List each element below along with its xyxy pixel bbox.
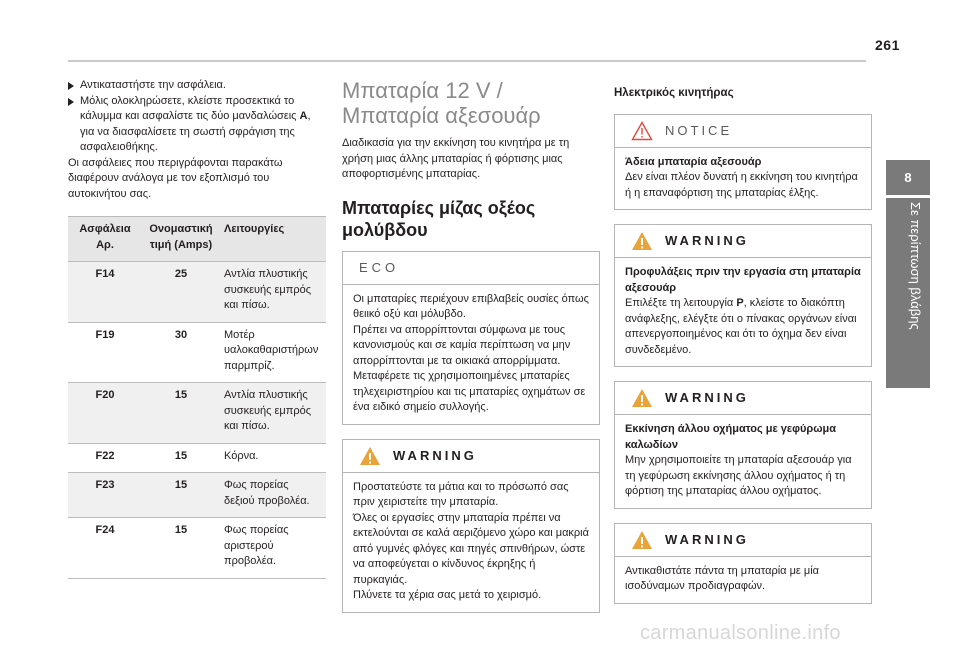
- warning-title: Προφυλάξεις πριν την εργασία στη μπαταρία αξεσουάρ: [625, 266, 861, 294]
- table-row: [68, 443, 326, 473]
- warning-triangle-icon: [631, 231, 653, 251]
- table-row: [68, 383, 326, 444]
- column-3: [614, 78, 872, 616]
- eco-box: [342, 251, 600, 425]
- warning-triangle-icon: [631, 530, 653, 550]
- warning-box: [342, 439, 600, 613]
- warning-body: [615, 557, 871, 603]
- warning-body: [615, 258, 871, 366]
- warning-text: Προστατεύστε τα μάτια και το πρόσωπό σας πριν χειριστείτε την μπαταρία.: [353, 480, 569, 508]
- warning-triangle-icon: [631, 388, 653, 408]
- column-1: [68, 78, 326, 579]
- warning-box: [614, 523, 872, 604]
- cell-function: Μοτέρ υαλοκαθαριστήρων παρμπρίζ.: [220, 322, 326, 383]
- eco-body: [343, 285, 599, 424]
- cell-function: Αντλία πλυστικής συσκευής εμπρός και πίσω.: [220, 383, 326, 444]
- top-rule: [68, 60, 866, 62]
- warning-header: [615, 524, 871, 557]
- notice-triangle-icon: [631, 121, 653, 141]
- section-intro: Διαδικασία για την εκκίνηση του κινητήρα με τη χρήση μιας άλλης μπαταρίας ή φόρτισης μιας αποφορτισμένης μπαταρίας.: [342, 137, 570, 180]
- gear-p-letter: P: [736, 297, 744, 309]
- cell-function: Κόρνα.: [220, 443, 326, 473]
- cell-fuse: F14: [68, 262, 142, 323]
- warning-triangle-icon: [359, 446, 381, 466]
- fuse-intro: Οι ασφάλειες που περιγράφονται παρακάτω διαφέρουν ανάλογα με τον εξοπλισμό του αυτοκινήτου σας.: [68, 156, 283, 200]
- notice-body: [615, 148, 871, 210]
- warning-box: [614, 381, 872, 509]
- bullet-item: [68, 94, 326, 156]
- warning-label: WARNING: [665, 531, 749, 547]
- fuse-table: [68, 216, 326, 579]
- cell-amps: 15: [142, 518, 220, 579]
- warning-text: Πλύνετε τα χέρια σας μετά το χειρισμό.: [353, 589, 542, 601]
- warning-header: [343, 440, 599, 473]
- warning-body: [615, 415, 871, 508]
- cell-amps: 15: [142, 473, 220, 518]
- eco-text: Οι μπαταρίες περιέχουν επιβλαβείς ουσίες όπως θειικό οξύ και μόλυβδο.: [353, 292, 589, 320]
- warning-label: WARNING: [665, 390, 749, 406]
- cell-amps: 25: [142, 262, 220, 323]
- cell-amps: 15: [142, 443, 220, 473]
- warning-box: [614, 224, 872, 367]
- header-fuse: Ασφάλεια Αρ.: [68, 217, 142, 262]
- page-number: 261: [875, 37, 900, 53]
- cell-function: Φως πορείας αριστερού προβολέα.: [220, 518, 326, 579]
- cell-fuse: F19: [68, 322, 142, 383]
- cell-fuse: F22: [68, 443, 142, 473]
- table-row: [68, 262, 326, 323]
- eco-text: Πρέπει να απορρίπτονται σύμφωνα με τους κανονισμούς και σε καμία περίπτωση να μην απορρίπτονται με τα οικιακά απορρίμματα.: [353, 323, 571, 367]
- warning-label: WARNING: [665, 233, 749, 249]
- warning-text: Όλες οι εργασίες στην μπαταρία πρέπει να εκτελούνται σε καλά αεριζόμενο χώρο και μακριά από γυμνές φλόγες και πηγές σπινθήρων, ώστε να αποφεύγεται ο κίνδυνος έκρηξης ή πυρκαγιάς.: [353, 511, 589, 586]
- warning-label: WARNING: [393, 447, 477, 463]
- subsection-title: Μπαταρίες μίζας οξέος μολύβδου: [342, 197, 536, 240]
- notice-text: Δεν είναι πλέον δυνατή η εκκίνηση του κινητήρα ή η επαναφόρτιση της μπαταρίας έλξης.: [625, 171, 858, 199]
- arrow-bullet-icon: [68, 82, 74, 90]
- cell-amps: 15: [142, 383, 220, 444]
- header-rating: Ονομαστική τιμή (Amps): [142, 217, 220, 262]
- notice-header: [615, 115, 871, 148]
- warning-body: [343, 473, 599, 612]
- column-2: [342, 78, 600, 625]
- warning-text: Επιλέξτε τη λειτουργία P, κλείστε το διακόπτη ανάφλεξης, ελέγξτε ότι ο πίνακας οργάνων είναι απενεργοποιημένος και ότι το όχημα δεν είναι συνδεδεμένο.: [625, 297, 857, 356]
- arrow-bullet-icon: [68, 98, 74, 106]
- eco-label: ECO: [343, 252, 599, 285]
- table-row: [68, 322, 326, 383]
- warning-text: Αντικαθιστάτε πάντα τη μπαταρία με μία ισοδύναμων προδιαγραφών.: [625, 564, 820, 592]
- cell-fuse: F24: [68, 518, 142, 579]
- cell-fuse: F20: [68, 383, 142, 444]
- latch-letter: A: [299, 110, 308, 122]
- cell-function: Αντλία πλυστικής συσκευής εμπρός και πίσω.: [220, 262, 326, 323]
- header-functions: Λειτουργίες: [220, 217, 326, 262]
- notice-label: NOTICE: [665, 122, 733, 138]
- bullet-text: Μόλις ολοκληρώσετε, κλείστε προσεκτικά το κάλυμμα και ασφαλίστε τις δύο μανδαλώσεις A, για να διασφαλίσετε τη σωστή σφράγιση της ασφαλειοθήκης.: [80, 94, 311, 153]
- chapter-label: Σε περίπτωση βλάβης: [908, 202, 923, 330]
- watermark: carmanualsonline.info: [640, 622, 841, 644]
- column-heading: Ηλεκτρικός κινητήρας: [614, 87, 734, 99]
- cell-amps: 30: [142, 322, 220, 383]
- cell-function: Φως πορείας δεξιού προβολέα.: [220, 473, 326, 518]
- bullet-text: Αντικαταστήστε την ασφάλεια.: [80, 79, 226, 91]
- bullet-item: [68, 78, 326, 94]
- section-title: Μπαταρία 12 V / Μπαταρία αξεσουάρ: [342, 78, 541, 128]
- table-row: [68, 518, 326, 579]
- notice-box: [614, 114, 872, 211]
- warning-title: Εκκίνηση άλλου οχήματος με γεφύρωμα καλωδίων: [625, 423, 837, 451]
- notice-title: Άδεια μπαταρία αξεσουάρ: [625, 155, 762, 168]
- warning-text: Μην χρησιμοποιείτε τη μπαταρία αξεσουάρ για τη γεφύρωση εκκίνησης άλλου οχήματος ή τη φόρτιση της μπαταρίας άλλου οχήματος.: [625, 454, 852, 497]
- warning-header: [615, 382, 871, 415]
- warning-header: [615, 225, 871, 258]
- table-row: [68, 473, 326, 518]
- cell-fuse: F23: [68, 473, 142, 518]
- chapter-tab[interactable]: 8: [886, 160, 930, 195]
- eco-text: Μεταφέρετε τις χρησιμοποιημένες μπαταρίες τηλεχειριστηρίου και τις μπαταρίες οχημάτων σε ένα ειδικό σημείο συλλογής.: [353, 370, 586, 413]
